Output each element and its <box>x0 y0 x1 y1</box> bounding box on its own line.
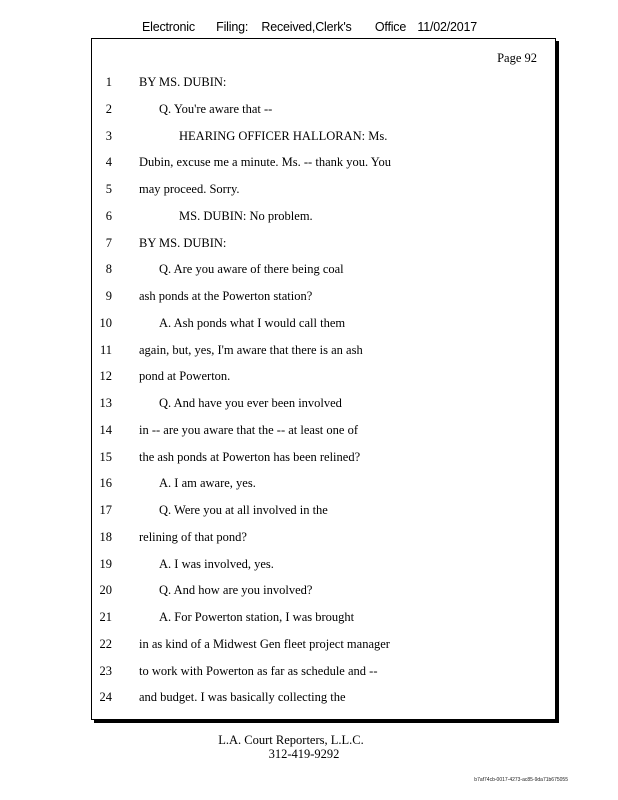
filing-header-filing: Filing: <box>216 20 249 34</box>
transcript-line <box>92 96 555 123</box>
transcript-line <box>92 417 555 444</box>
line-number: 19 <box>99 556 112 571</box>
transcript-line <box>92 631 555 658</box>
line-text: Dubin, excuse me a minute. Ms. -- thank you. You <box>139 155 392 170</box>
line-number: 23 <box>99 663 112 678</box>
line-number: 7 <box>105 235 112 250</box>
line-number: 17 <box>99 503 112 517</box>
line-number: 1 <box>105 75 112 89</box>
line-text: A. For Powerton station, I was brought <box>159 610 355 624</box>
line-text: again, but, yes, I'm aware that there is an ash <box>139 342 363 357</box>
page-number: Page 92 <box>497 51 537 65</box>
transcript-line <box>92 176 555 203</box>
transcript-lines <box>92 69 555 711</box>
filing-header-date: 11/02/2017 <box>417 20 478 34</box>
transcript-line <box>92 551 555 578</box>
line-number: 5 <box>105 182 112 196</box>
transcript-line <box>92 444 555 471</box>
line-text: A. Ash ponds what I would call them <box>159 315 346 330</box>
transcript-line <box>92 577 555 604</box>
line-number: 3 <box>105 128 112 143</box>
transcript-line <box>92 524 555 551</box>
line-number: 13 <box>99 396 112 410</box>
line-number: 8 <box>105 262 112 277</box>
transcript-line <box>92 470 555 497</box>
line-text: in as kind of a Midwest Gen fleet project manager <box>139 636 390 651</box>
transcript-line <box>92 256 555 283</box>
transcript-line <box>92 69 555 96</box>
transcript-page <box>91 38 556 720</box>
line-text: in -- are you aware that the -- at least one of <box>139 422 358 437</box>
line-text: A. I am aware, yes. <box>159 476 256 491</box>
line-text: BY MS. DUBIN: <box>139 75 227 89</box>
transcript-line <box>92 283 555 310</box>
transcript-line <box>92 149 555 176</box>
line-text: Q. And have you ever been involved <box>159 396 342 410</box>
transcript-line <box>92 310 555 337</box>
filing-header-received: Received,Clerk's <box>261 20 352 34</box>
transcript-line <box>92 497 555 524</box>
line-number: 9 <box>105 289 112 303</box>
line-text: Q. You're aware that -- <box>159 101 273 116</box>
line-text: Q. Are you aware of there being coal <box>159 262 344 277</box>
line-text: BY MS. DUBIN: <box>139 235 227 250</box>
electronic-filing-header <box>142 20 477 34</box>
filing-header-electronic: Electronic <box>142 20 195 34</box>
transcript-line <box>92 230 555 257</box>
line-text: and budget. I was basically collecting the <box>139 690 346 705</box>
transcript-line <box>92 684 555 711</box>
line-number: 4 <box>105 155 112 170</box>
line-text: Q. Were you at all involved in the <box>159 503 328 517</box>
line-text: pond at Powerton. <box>139 369 231 384</box>
transcript-line <box>92 337 555 364</box>
transcript-line <box>92 390 555 417</box>
line-number: 10 <box>99 315 112 330</box>
line-text: relining of that pond? <box>139 529 247 544</box>
line-text: A. I was involved, yes. <box>159 556 274 571</box>
line-text: the ash ponds at Powerton has been relined? <box>139 449 361 464</box>
line-number: 11 <box>99 342 112 357</box>
transcript-line <box>92 203 555 230</box>
line-text: Q. And how are you involved? <box>159 583 313 598</box>
transcript-line <box>92 658 555 685</box>
transcript-line <box>92 604 555 631</box>
court-reporter-phone: 312-419-9292 <box>268 747 340 761</box>
line-number: 21 <box>99 610 112 624</box>
line-text: HEARING OFFICER HALLORAN: Ms. <box>179 128 388 143</box>
line-text: to work with Powerton as far as schedule and -- <box>139 663 378 678</box>
line-text: ash ponds at the Powerton station? <box>139 289 313 303</box>
document-id: b7af74cb-0017-4273-ac85-9da71b675055 <box>474 777 568 783</box>
line-number: 16 <box>99 476 112 491</box>
line-number: 6 <box>105 208 112 223</box>
line-number: 20 <box>99 583 112 598</box>
filing-header-office: Office <box>374 20 407 34</box>
line-number: 14 <box>99 422 112 437</box>
line-number: 15 <box>99 449 112 464</box>
line-number: 18 <box>99 529 112 544</box>
line-text: MS. DUBIN: No problem. <box>179 208 313 223</box>
transcript-line <box>92 123 555 150</box>
line-number: 22 <box>99 636 112 651</box>
transcript-line <box>92 363 555 390</box>
line-text: may proceed. Sorry. <box>139 182 240 196</box>
court-reporter-name: L.A. Court Reporters, L.L.C. <box>218 733 364 747</box>
line-number: 2 <box>105 101 112 116</box>
line-number: 12 <box>99 369 112 384</box>
line-number: 24 <box>99 690 112 705</box>
